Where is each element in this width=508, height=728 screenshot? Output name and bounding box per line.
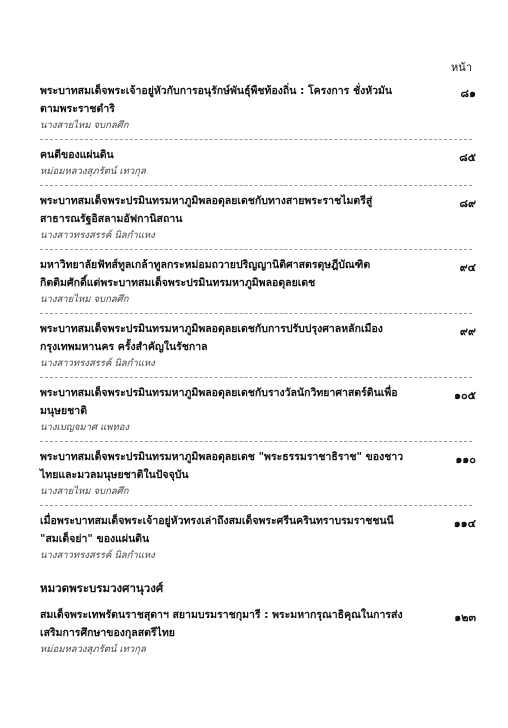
entry-page-number: ๙๔ <box>459 261 476 274</box>
list-item <box>40 146 476 180</box>
divider <box>40 377 472 378</box>
list-item <box>40 320 476 372</box>
divider <box>40 185 472 186</box>
divider <box>40 441 472 442</box>
entry-title: คนดีของแผ่นดิน <box>40 149 114 161</box>
entry-page-number: ๘๕ <box>459 151 476 164</box>
list-item <box>40 606 476 658</box>
entry-author: นางสาวทรงสรรค์ นิลกำแหง <box>40 230 155 241</box>
entry-author: หม่อมหลวงสุภรัตน์ เทวกุล <box>40 644 146 655</box>
page-column-label: หน้า <box>451 61 472 74</box>
entry-title: พระบาทสมเด็จพระปรมินทรมหาภูมิพลอดุลยเดชกับทางสายพระราชไมตรีสู่สาธารณรัฐอิสลามอัฟกานิสถาน <box>40 195 373 225</box>
divider <box>40 313 472 314</box>
divider <box>40 249 472 250</box>
contents-list <box>40 82 476 663</box>
entry-title: พระบาทสมเด็จพระปรมินทรมหาภูมิพลอดุลยเดชกับการปรับปรุงศาลหลักเมืองกรุงเทพมหานคร ครั้งสำคัญในรัชกาล <box>40 323 383 353</box>
entry-title: มหาวิทยาลัยฟัทส์ทูลเกล้าทูลกระหม่อมถวายปริญญานิติศาสตรดุษฎีบัณฑิตกิตติมศักดิ์แด่พระบาทสมเด็จพระปรมินทรมหาภูมิพลอดุลยเดช <box>40 259 371 289</box>
entry-title: สมเด็จพระเทพรัตนราชสุดาฯ สยามบรมราชกุมารี : พระมหากรุณาธิคุณในการส่งเสริมการศึกษาของกุลสตรีไทย <box>40 609 403 639</box>
entry-author: นางสายไหม จบกลศึก <box>40 294 129 305</box>
section-heading: หมวดพระบรมวงศานุวงศ์ <box>40 581 164 595</box>
entry-author: นางสาวทรงสรรค์ นิลกำแหง <box>40 550 155 561</box>
entry-page-number: ๙๙ <box>459 325 476 338</box>
list-item <box>40 384 476 436</box>
list-item <box>40 256 476 308</box>
list-item <box>40 82 476 134</box>
entry-title: พระบาทสมเด็จพระปรมินทรมหาภูมิพลอดุลยเดช "พระธรรมราชาธิราช" ของชาวไทยและมวลมนุษยชาติในปัจจุบัน <box>40 451 404 481</box>
divider <box>40 505 472 506</box>
entry-title: เมื่อพระบาทสมเด็จพระเจ้าอยู่หัวทรงเล่าถึงสมเด็จพระศรีนครินทราบรมราชชนนี "สมเด็จย่า" ของแผ่นดิน <box>40 515 394 545</box>
entry-author: นางสายไหม จบกลศึก <box>40 120 129 131</box>
divider <box>40 139 472 140</box>
entry-page-number: ๘๑ <box>460 87 476 100</box>
list-item <box>40 512 476 564</box>
entry-author: หม่อมหลวงสุภรัตน์ เทวกุล <box>40 166 146 177</box>
list-item <box>40 448 476 500</box>
entry-title: พระบาทสมเด็จพระเจ้าอยู่หัวกับการอนุรักษ์พันธุ์พืชท้องถิ่น : โครงการ ชั่งหัวมัน ตามพระราชดำริ <box>40 85 393 115</box>
entry-page-number: ๑๒๓ <box>454 611 476 624</box>
list-item <box>40 192 476 244</box>
entry-page-number: ๑๑๔ <box>453 517 476 530</box>
entry-page-number: ๑๑๐ <box>455 453 476 466</box>
entry-author: นางสายไหม จบกลศึก <box>40 486 129 497</box>
entry-page-number: ๑๐๕ <box>453 389 476 402</box>
entry-author: นางสาวทรงสรรค์ นิลกำแหง <box>40 358 155 369</box>
entry-title: พระบาทสมเด็จพระปรมินทรมหาภูมิพลอดุลยเดชกับรางวัลนักวิทยาศาสตร์ดินเพื่อมนุษยชาติ <box>40 387 398 417</box>
entry-page-number: ๘๙ <box>459 197 476 210</box>
entry-author: นางเบญจมาศ แพทอง <box>40 422 130 433</box>
